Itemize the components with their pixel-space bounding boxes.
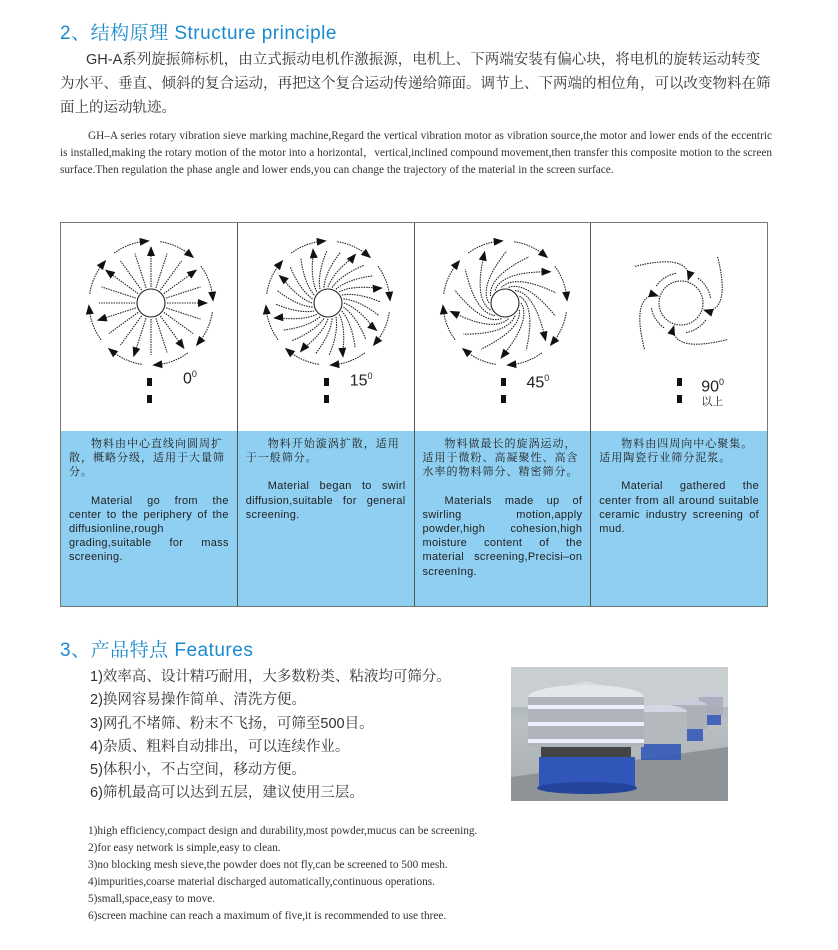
trajectory-diagram-45 (415, 223, 591, 431)
arrow-icon (97, 260, 106, 270)
flow-line (166, 287, 200, 298)
flow-line (315, 318, 331, 353)
feature-item: 5)small,space,easy to move. (88, 893, 216, 905)
flow-line (156, 318, 167, 352)
eccentric-weight-top (501, 378, 506, 386)
arrow-icon (439, 304, 447, 314)
arrow-icon (562, 291, 570, 301)
flow-line (486, 251, 506, 303)
flow-line (135, 318, 146, 352)
flow-line (135, 254, 146, 288)
structure-paragraph-cn: GH-A系列旋振筛标机，由立式振动电机作激振源，电机上、下两端安装有偏心块，将电机的旋转运动转变为水平、垂直、倾斜的复合运动，再把这个复合运动传递给筛面。调节上、下两端的相位角，可以改变物料在筛面上的运动轨迹。 (60, 52, 771, 116)
feature-item: 4)杂质、粗料自动排出，可以连续作业。 (90, 738, 350, 755)
arrow-icon (300, 342, 310, 352)
arrow-icon (175, 339, 184, 349)
arrow-icon (329, 360, 339, 368)
desc-cn: 物料由四周向中心聚集。适用陶瓷行业筛分泥浆。 (599, 438, 754, 465)
arrow-icon (278, 275, 288, 285)
flow-line (156, 254, 167, 288)
arrow-icon (316, 238, 326, 246)
flow-line (102, 308, 136, 319)
flow-line (277, 291, 312, 307)
arrow-icon (549, 336, 558, 346)
trajectory-column (238, 223, 415, 606)
desc-cn: 物料做最长的旋涡运动，适用于微粉、高凝聚性、高含水率的物料筛分、精密筛分。 (422, 438, 579, 479)
arrow-icon (500, 349, 509, 359)
flow-line (160, 261, 181, 290)
arrow-icon (310, 248, 318, 258)
arrow-icon (139, 238, 149, 246)
feature-item: 2)for easy network is simple,easy to clean. (88, 842, 281, 854)
eccentric-weight-bottom (677, 395, 682, 403)
flow-line (120, 316, 141, 345)
arrow-icon (537, 249, 547, 258)
flow-line (312, 253, 316, 292)
flow-line (164, 272, 193, 293)
arrow-icon (105, 269, 115, 278)
section-title-structure: 2、结构原理 Structure principle (60, 23, 337, 44)
flow-line (480, 256, 490, 310)
feature-item: 1)效率高、设计精巧耐用，大多数粉类、粘液均可筛分。 (90, 669, 451, 685)
flow-line (109, 312, 138, 333)
orbit-arc (652, 308, 665, 328)
flow-line (319, 251, 326, 289)
eccentric-weight-top (147, 378, 152, 386)
trajectory-column (61, 223, 238, 606)
center-circle (314, 289, 342, 317)
feature-item: 6)screen machine can reach a maximum of five,it is recommended to use three. (88, 910, 447, 922)
arrow-icon (152, 360, 162, 368)
eccentric-weight-top (324, 378, 329, 386)
orbit-arc (686, 320, 706, 333)
flow-line (343, 299, 378, 315)
arrow-icon (184, 249, 194, 258)
flow-line (292, 318, 324, 340)
arrow-icon (649, 289, 660, 297)
feature-item: 1)high efficiency,compact design and durability,most powder,mucus can be screening. (88, 825, 478, 837)
arrow-icon (373, 336, 382, 346)
arrow-icon (208, 291, 216, 301)
arrow-icon (372, 285, 382, 293)
arrow-icon (687, 270, 695, 281)
eccentric-weight-bottom (324, 395, 329, 403)
structure-paragraph-en: GH–A series rotary vibration sieve marking machine,Regard the vertical vibration motor as vibration source,the motor and lower ends of the eccentric is installed,making the rotary motion of the motor into a horizontal，vertical,inclined compound movement,then transfer this composite motion to the screen surface.Then regulation the phase angle and lower ends,you can change the trajectory of the material in the screen surface. (60, 130, 772, 176)
flow-line (332, 265, 364, 287)
arrow-icon (478, 251, 486, 262)
desc-en: Materials made up of swirling motion,apply powder,high cohesion,high moisture content of the material screening,Precisi–on screenIng. (422, 494, 583, 578)
machine-photo (511, 667, 728, 801)
arrow-icon (263, 304, 271, 314)
feature-item: 3)网孔不堵筛、粉末不飞扬，可筛至500目。 (90, 715, 374, 732)
angle-label: $0^0$ (183, 369, 197, 388)
arrow-icon (541, 268, 551, 276)
desc-cn: 物料开始漩涡扩散，适用于一般筛分。 (245, 438, 400, 465)
arrow-icon (449, 311, 460, 319)
feature-item: 6)筛机最高可以达到五层，建议使用三层。 (90, 785, 364, 802)
flow-line (708, 257, 722, 311)
arrow-icon (133, 346, 141, 357)
arrow-icon (108, 348, 118, 357)
flow-line (343, 307, 365, 339)
flow-line (102, 287, 136, 298)
feature-item: 4)impurities,coarse material discharged automatically,continuous operations. (88, 876, 435, 888)
arrow-icon (346, 254, 356, 264)
desc-en: Material began to swirl diffusion,suitable for general screening. (245, 480, 406, 521)
orbit-arc (698, 278, 711, 298)
flow-line (635, 262, 689, 276)
features-list-en (88, 823, 477, 925)
angle-label: $45^0$ (526, 373, 550, 392)
features-list-cn (90, 666, 451, 806)
flow-line (329, 317, 336, 355)
eccentric-weight-bottom (501, 395, 506, 403)
trajectory-column (591, 223, 767, 606)
center-circle (659, 281, 703, 325)
arrow-icon (493, 238, 503, 246)
arrow-icon (273, 260, 282, 270)
flow-line (276, 304, 314, 311)
flow-line (160, 316, 181, 345)
flow-line (339, 287, 378, 291)
flow-line (166, 308, 200, 319)
arrow-icon (198, 299, 208, 307)
arrow-icon (367, 322, 377, 332)
flow-line (120, 261, 141, 290)
arrow-icon (187, 269, 197, 278)
arrow-icon (285, 348, 295, 357)
desc-cn: 物料由中心直线向圆周扩散，概略分级，适用于大量筛分。 (69, 438, 225, 479)
desc-en: Material go from the center to the periphery of the diffusionline,rough grading,suitable for mass screening. (69, 494, 229, 564)
flow-line (290, 267, 312, 299)
arrow-icon (385, 291, 393, 301)
eccentric-weight-top (677, 378, 682, 386)
arrow-icon (668, 325, 676, 336)
center-circle (137, 289, 165, 317)
arrow-icon (361, 249, 371, 258)
arrow-icon (147, 246, 155, 256)
flow-line (324, 252, 340, 287)
trajectory-diagram-15 (238, 223, 414, 431)
arrow-icon (703, 309, 714, 317)
section-title-features: 3、产品特点 Features (60, 640, 254, 661)
arrow-icon (506, 360, 516, 368)
trajectory-diagram-0 (61, 223, 237, 431)
flow-line (640, 295, 654, 349)
angle-label: $15^0$ (349, 371, 373, 390)
arrow-icon (196, 336, 205, 346)
flow-line (673, 330, 727, 344)
desc-en: Material gathered the center from all around suitable ceramic industry screening of mud. (599, 480, 759, 536)
eccentric-weight-bottom (147, 395, 152, 403)
flow-line (339, 314, 343, 353)
flow-line (164, 312, 193, 333)
feature-item: 2)换网容易操作简单、清洗方便。 (90, 692, 306, 709)
center-circle (491, 289, 519, 317)
flow-line (519, 296, 529, 350)
trajectory-column (415, 223, 592, 606)
trajectory-table (60, 222, 768, 607)
flow-line (342, 294, 380, 301)
flow-line (278, 314, 317, 318)
angle-label: $90^0$ 以上 (701, 377, 725, 409)
arrow-icon (338, 348, 346, 358)
arrow-icon (461, 348, 471, 357)
flow-line (109, 272, 138, 293)
feature-item: 5)体积小，不占空间，移动方便。 (90, 762, 306, 779)
trajectory-diagram-90 (591, 223, 767, 431)
arrow-icon (273, 313, 283, 321)
arrow-icon (450, 260, 459, 270)
feature-item: 3)no blocking mesh sieve,the powder does not fly,can be screened to 500 mesh. (88, 859, 448, 871)
arrow-icon (86, 304, 94, 314)
arrow-icon (97, 314, 108, 322)
orbit-arc (656, 273, 676, 286)
flow-line (503, 303, 523, 355)
arrow-icon (539, 331, 547, 342)
